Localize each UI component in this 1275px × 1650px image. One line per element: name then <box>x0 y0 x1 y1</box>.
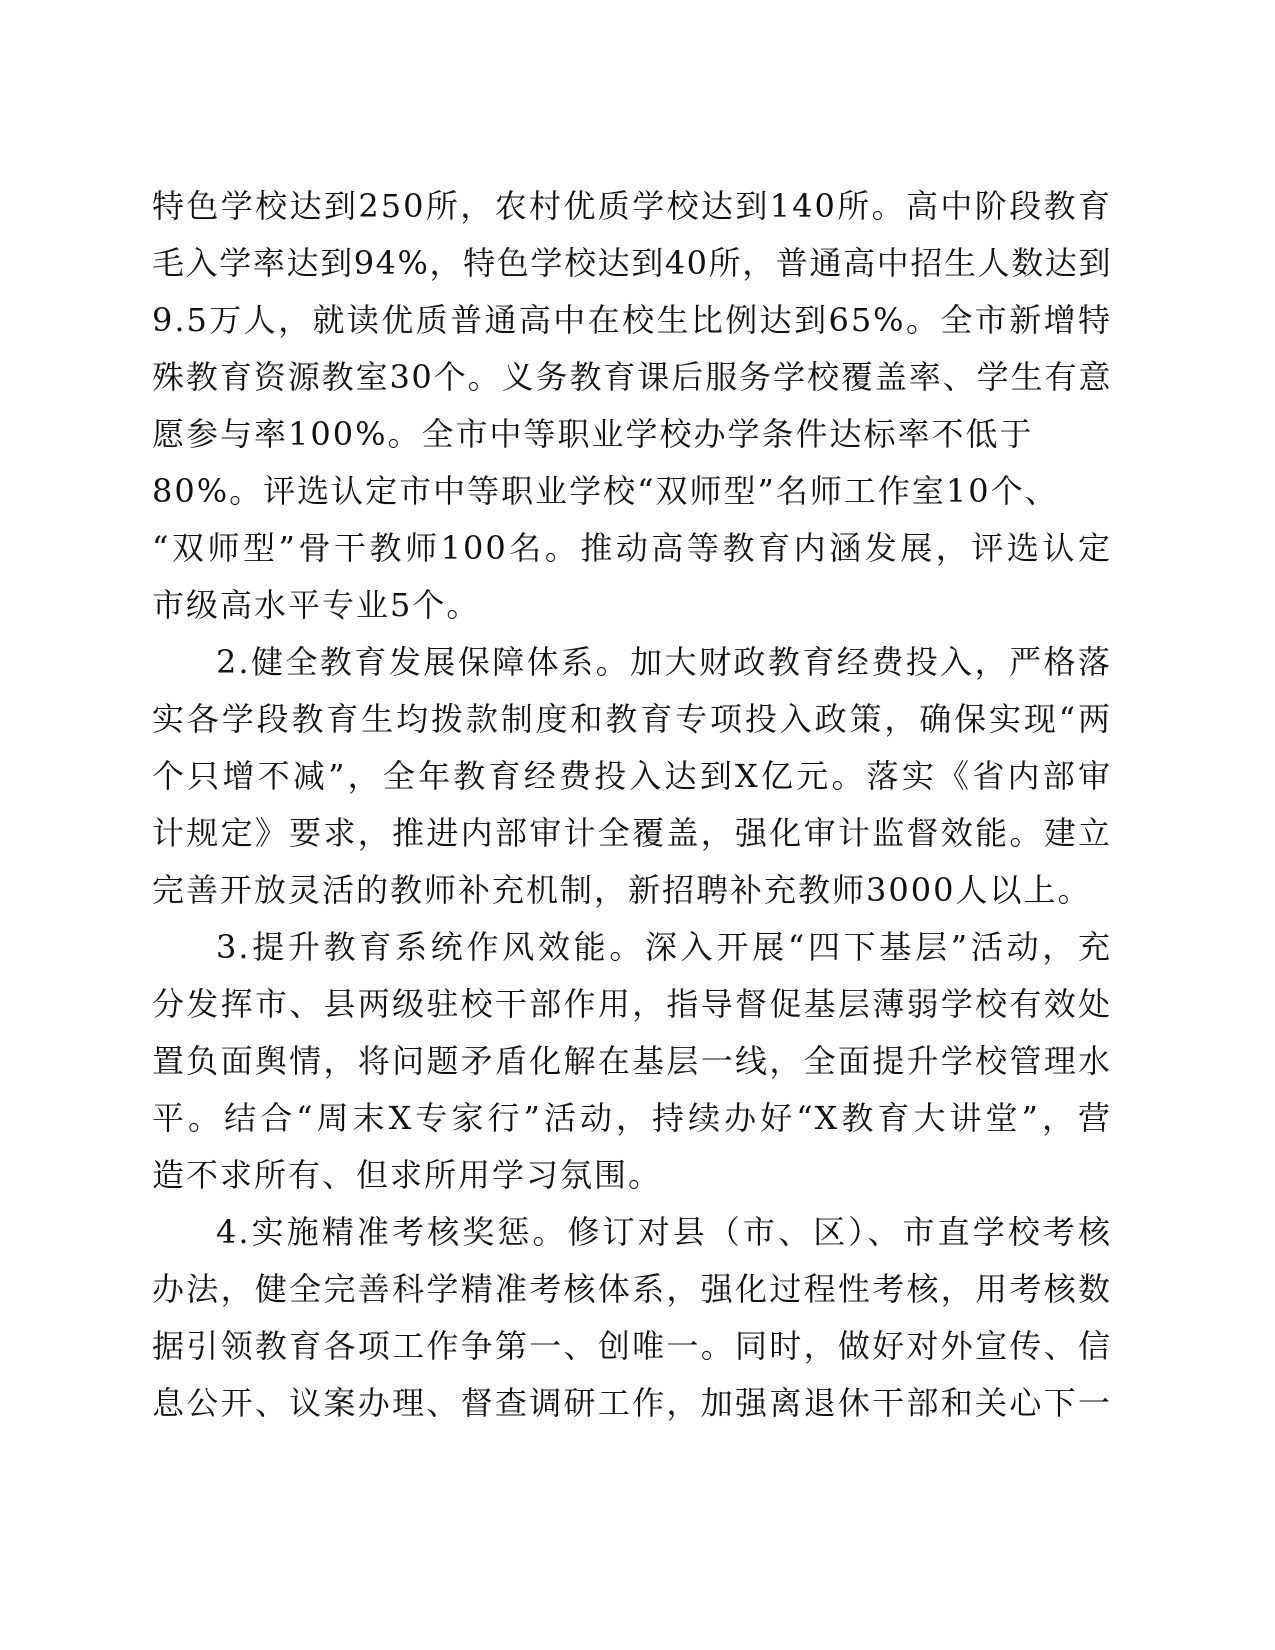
text-line: 毛入学率达到94%，特色学校达到40所，普通高中招生人数达到 <box>152 244 1112 282</box>
text-line: 9.5万人，就读优质普通高中在校生比例达到65%。全市新增特 <box>152 301 1112 339</box>
text-line: 分发挥市、县两级驻校干部作用，指导督促基层薄弱学校有效处 <box>152 985 1112 1023</box>
text-line: 计规定》要求，推进内部审计全覆盖，强化审计监督效能。建立 <box>152 814 1112 852</box>
text-line: 造不求所有、但求所用学习氛围。 <box>152 1156 663 1194</box>
text-line: 个只增不减”，全年教育经费投入达到X亿元。落实《省内部审 <box>152 757 1112 795</box>
text-line: “双师型”骨干教师100名。推动高等教育内涵发展，评选认定 <box>152 529 1112 567</box>
text-line: 2.健全教育发展保障体系。加大财政教育经费投入，严格落 <box>216 643 1112 681</box>
text-line: 3.提升教育系统作风效能。深入开展“四下基层”活动，充 <box>216 928 1112 966</box>
text-line: 平。结合“周末X专家行”活动，持续办好“X教育大讲堂”，营 <box>152 1099 1112 1137</box>
text-line: 据引领教育各项工作争第一、创唯一。同时，做好对外宣传、信 <box>152 1327 1112 1365</box>
document-body <box>152 178 1112 1432</box>
text-line: 80%。评选认定市中等职业学校“双师型”名师工作室10个、 <box>152 472 1059 510</box>
text-line: 办法，健全完善科学精准考核体系，强化过程性考核，用考核数 <box>152 1270 1112 1308</box>
text-line: 完善开放灵活的教师补充机制，新招聘补充教师3000人以上。 <box>152 871 1092 909</box>
text-line: 殊教育资源教室30个。义务教育课后服务学校覆盖率、学生有意 <box>152 358 1112 396</box>
text-line: 愿参与率100%。全市中等职业学校办学条件达标率不低于 <box>152 415 1034 453</box>
text-line: 实各学段教育生均拨款制度和教育专项投入政策，确保实现“两 <box>152 700 1112 738</box>
text-line: 4.实施精准考核奖惩。修订对县（市、区）、市直学校考核 <box>216 1213 1112 1251</box>
text-line: 市级高水平专业5个。 <box>152 586 481 624</box>
text-line: 特色学校达到250所，农村优质学校达到140所。高中阶段教育 <box>152 187 1112 225</box>
text-line: 息公开、议案办理、督查调研工作，加强离退休干部和关心下一 <box>152 1384 1112 1422</box>
text-line: 置负面舆情，将问题矛盾化解在基层一线，全面提升学校管理水 <box>152 1042 1112 1080</box>
